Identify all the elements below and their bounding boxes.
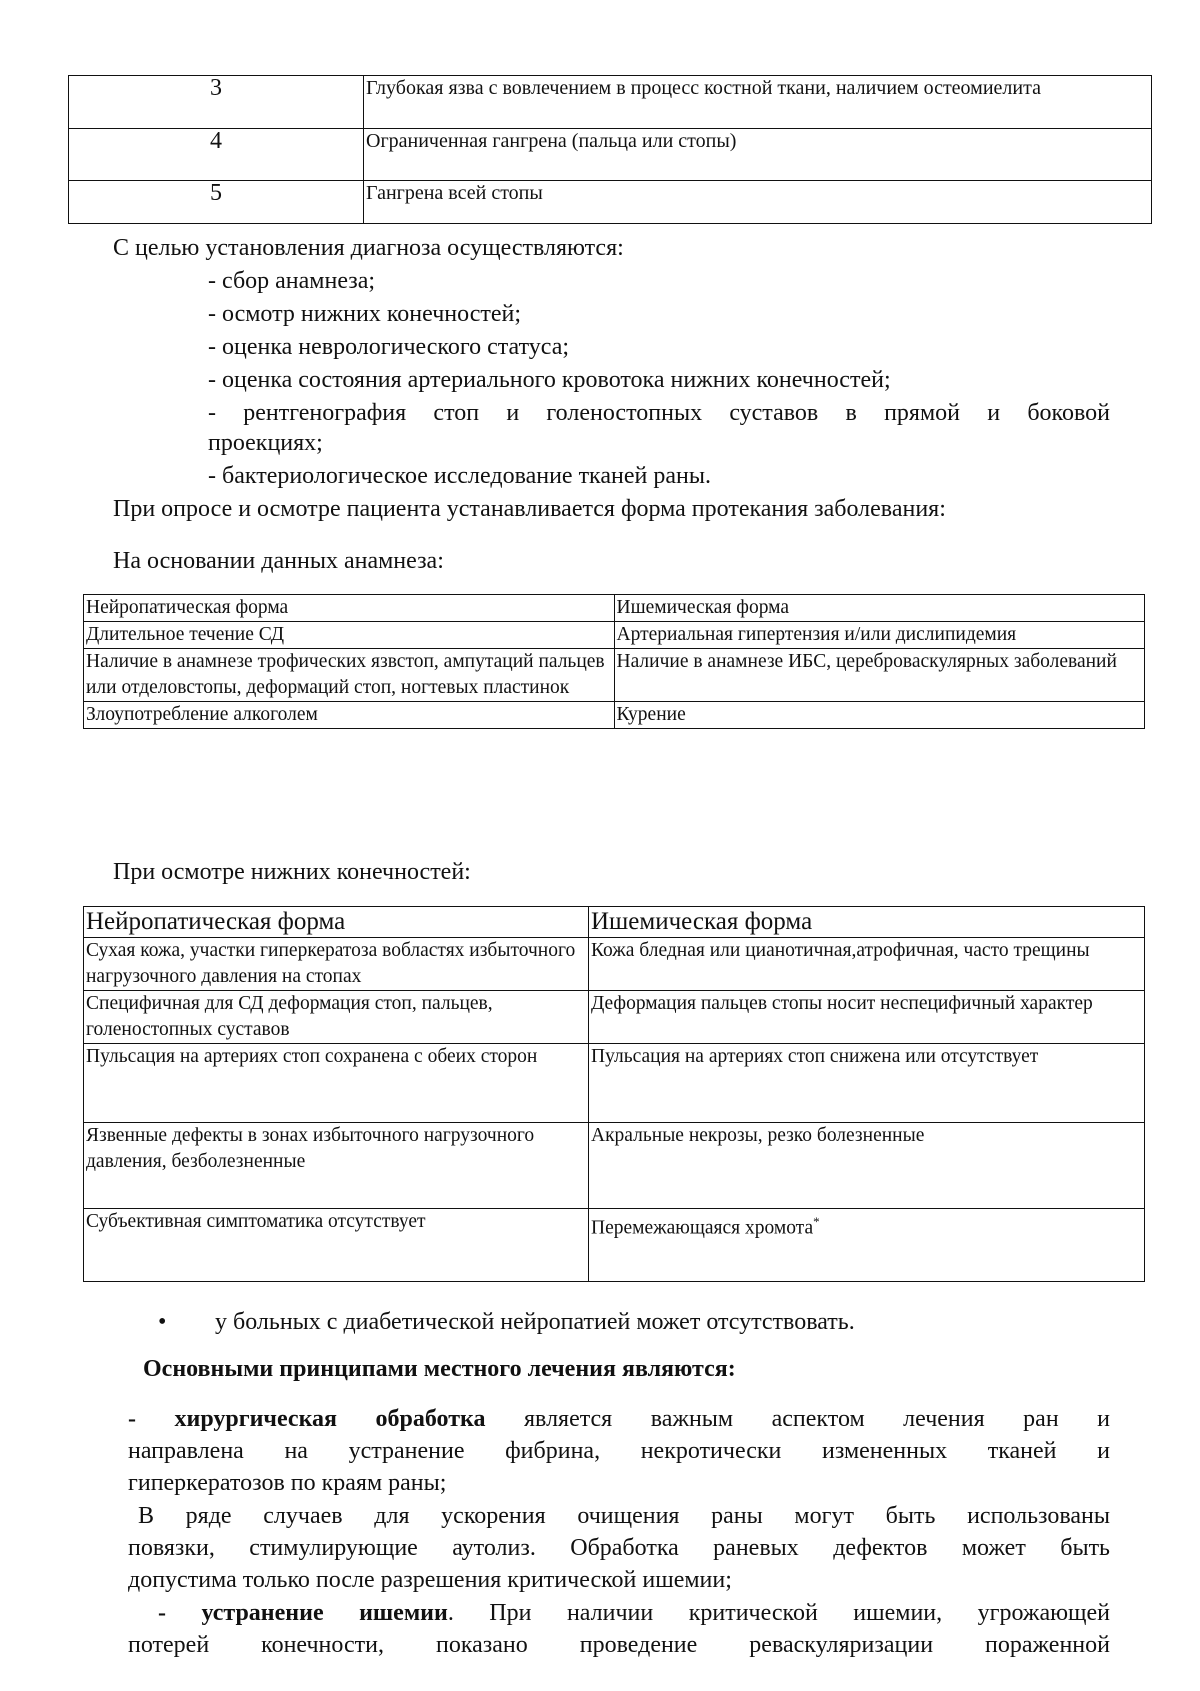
diagnosis-intro: С целью установления диагноза осуществляются: — [113, 235, 624, 261]
table-row — [84, 702, 1145, 729]
grade-table — [68, 75, 1152, 224]
line-text: . При наличии критической ишемии, угрожающей — [447, 1600, 1110, 1626]
column-header: Ишемическая форма — [589, 907, 1145, 938]
table-cell: Сухая кожа, участки гиперкератоза вобластях избыточного нагрузочного давления на стопах — [84, 938, 589, 991]
treatment-heading: Основными принципами местного лечения являются: — [143, 1356, 736, 1382]
table-cell: Артериальная гипертензия и/или дислипидемия — [614, 622, 1145, 649]
table-cell: Язвенные дефекты в зонах избыточного нагрузочного давления, безболезненные — [84, 1123, 589, 1209]
list-item: - бактериологическое исследование тканей раны. — [208, 463, 711, 489]
table-row — [69, 129, 1152, 181]
table-row — [84, 938, 1145, 991]
surgical-term: - хирургическая обработка — [128, 1406, 486, 1432]
column-header: Нейропатическая форма — [84, 595, 615, 622]
column-header: Нейропатическая форма — [84, 907, 589, 938]
grade-cell: 4 — [69, 129, 364, 181]
footnote-text: у больных с диабетической нейропатией может отсутствовать. — [215, 1309, 855, 1335]
table-row — [84, 1209, 1145, 1282]
table-row — [84, 1123, 1145, 1209]
form-line: При опросе и осмотре пациента устанавливается форма протекания заболевания: — [113, 496, 946, 522]
ischemia-term: - устранение ишемии — [158, 1600, 448, 1626]
list-item: - оценка неврологического статуса; — [208, 334, 570, 360]
paragraph-line: направлена на устранение фибрина, некротически измененных тканей и — [128, 1438, 1110, 1464]
table-row — [69, 76, 1152, 129]
list-item: - сбор анамнеза; — [208, 268, 376, 294]
table-cell: Акральные некрозы, резко болезненные — [589, 1123, 1145, 1209]
paragraph-line — [158, 1597, 1110, 1629]
table-cell: Деформация пальцев стопы носит неспецифичный характер — [589, 991, 1145, 1044]
table-cell: Длительное течение СД — [84, 622, 615, 649]
anamnesis-heading: На основании данных анамнеза: — [113, 548, 444, 574]
paragraph-line: допустима только после разрешения критической ишемии; — [128, 1567, 732, 1593]
examination-heading: При осмотре нижних конечностей: — [113, 859, 471, 885]
table-cell-text: Перемежающаяся хромота — [591, 1217, 814, 1239]
paragraph-line: повязки, стимулирующие аутолиз. Обработка раневых дефектов может быть — [128, 1535, 1110, 1561]
column-header: Ишемическая форма — [614, 595, 1145, 622]
table-row — [84, 1044, 1145, 1123]
paragraph-line: В ряде случаев для ускорения очищения раны могут быть использованы — [138, 1503, 1110, 1529]
table-header — [84, 907, 1145, 938]
table-row — [84, 622, 1145, 649]
table-cell: Пульсация на артериях стоп снижена или отсутствует — [589, 1044, 1145, 1123]
list-item: - рентгенография стоп и голеностопных суставов в прямой и боковой — [208, 400, 1110, 426]
list-item: проекциях; — [208, 430, 323, 456]
footnote-mark: * — [813, 1214, 820, 1229]
paragraph-line — [128, 1403, 1110, 1435]
paragraph-line: гиперкератозов по краям раны; — [128, 1470, 447, 1496]
table-cell: Кожа бледная или цианотичная,атрофичная, часто трещины — [589, 938, 1145, 991]
table-cell: Пульсация на артериях стоп сохранена с обеих сторон — [84, 1044, 589, 1123]
table-cell: Наличие в анамнезе ИБС, цереброваскулярных заболеваний — [614, 649, 1145, 702]
line-text: является важным аспектом лечения ран и — [524, 1406, 1111, 1432]
table-row — [84, 991, 1145, 1044]
description-cell: Ограниченная гангрена (пальца или стопы) — [364, 129, 1152, 181]
grade-cell: 3 — [69, 76, 364, 129]
anamnesis-table — [83, 594, 1145, 729]
paragraph-line: потерей конечности, показано проведение реваскуляризации пораженной — [128, 1632, 1110, 1658]
table-row — [84, 649, 1145, 702]
examination-table — [83, 906, 1145, 1282]
table-cell: Субъективная симптоматика отсутствует — [84, 1209, 589, 1282]
table-header — [84, 595, 1145, 622]
table-cell: Курение — [614, 702, 1145, 729]
table-row — [69, 181, 1152, 224]
list-item: - оценка состояния артериального кровотока нижних конечностей; — [208, 367, 891, 393]
table-cell — [589, 1209, 1145, 1282]
table-cell: Наличие в анамнезе трофических язвстоп, ампутаций пальцев или отделовстопы, деформаций стоп, ногтевых пластинок — [84, 649, 615, 702]
footnote-bullet: • — [158, 1309, 167, 1335]
description-cell: Гангрена всей стопы — [364, 181, 1152, 224]
table-cell: Злоупотребление алкоголем — [84, 702, 615, 729]
list-item: - осмотр нижних конечностей; — [208, 301, 522, 327]
table-cell: Специфичная для СД деформация стоп, пальцев, голеностопных суставов — [84, 991, 589, 1044]
grade-cell: 5 — [69, 181, 364, 224]
description-cell: Глубокая язва с вовлечением в процесс костной ткани, наличием остеомиелита — [364, 76, 1152, 129]
